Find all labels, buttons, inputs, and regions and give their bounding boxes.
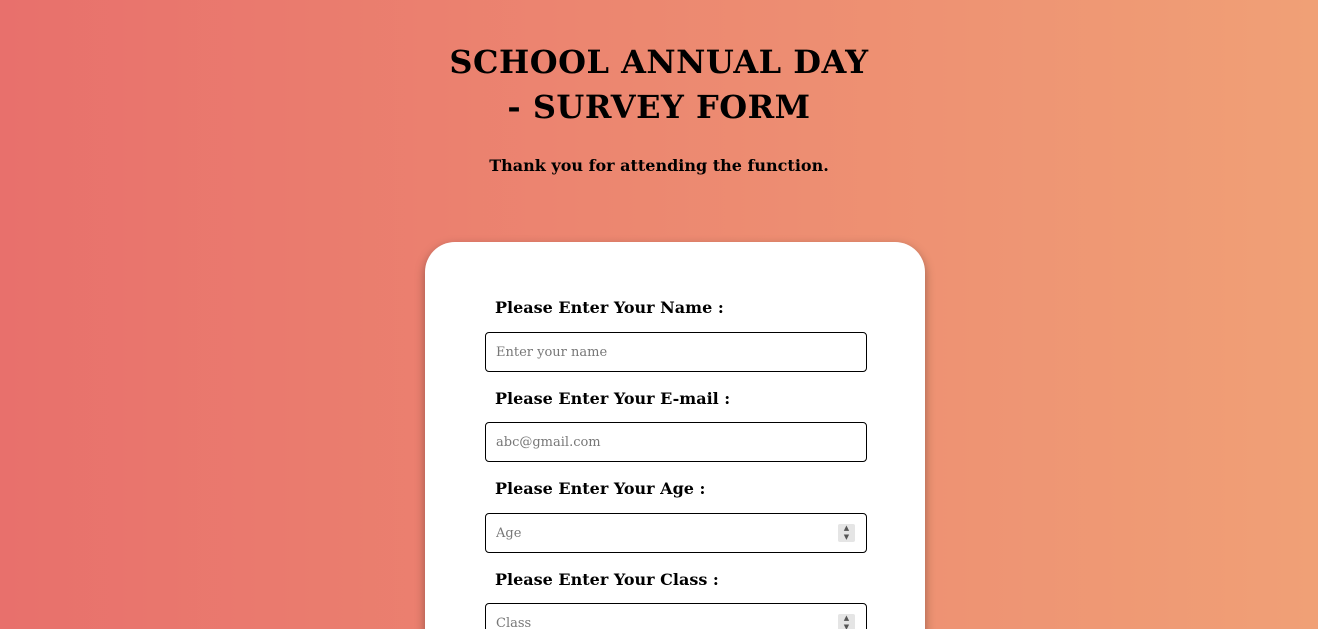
age-field-container xyxy=(485,513,867,553)
email-field-container xyxy=(485,422,867,462)
class-field-container xyxy=(485,603,867,629)
chevron-up-icon[interactable]: ▲ xyxy=(843,614,850,622)
page-subtitle: Thank you for attending the function. xyxy=(489,156,829,175)
age-input[interactable] xyxy=(486,514,826,552)
class-label: Please Enter Your Class : xyxy=(495,570,719,589)
chevron-down-icon[interactable]: ▼ xyxy=(843,533,850,541)
page-title: SCHOOL ANNUAL DAY - SURVEY FORM xyxy=(449,43,869,126)
name-field-container xyxy=(485,332,867,372)
class-input[interactable] xyxy=(486,604,826,629)
age-spinner[interactable] xyxy=(838,524,855,542)
chevron-up-icon[interactable]: ▲ xyxy=(843,524,850,532)
chevron-down-icon[interactable]: ▼ xyxy=(843,623,850,629)
class-spinner[interactable] xyxy=(838,614,855,629)
name-input[interactable] xyxy=(486,333,826,371)
age-label: Please Enter Your Age : xyxy=(495,479,706,498)
name-label: Please Enter Your Name : xyxy=(495,298,724,317)
email-input[interactable] xyxy=(486,423,826,461)
survey-form-card xyxy=(425,242,925,629)
page-header xyxy=(0,40,1318,175)
email-label: Please Enter Your E-mail : xyxy=(495,389,731,408)
